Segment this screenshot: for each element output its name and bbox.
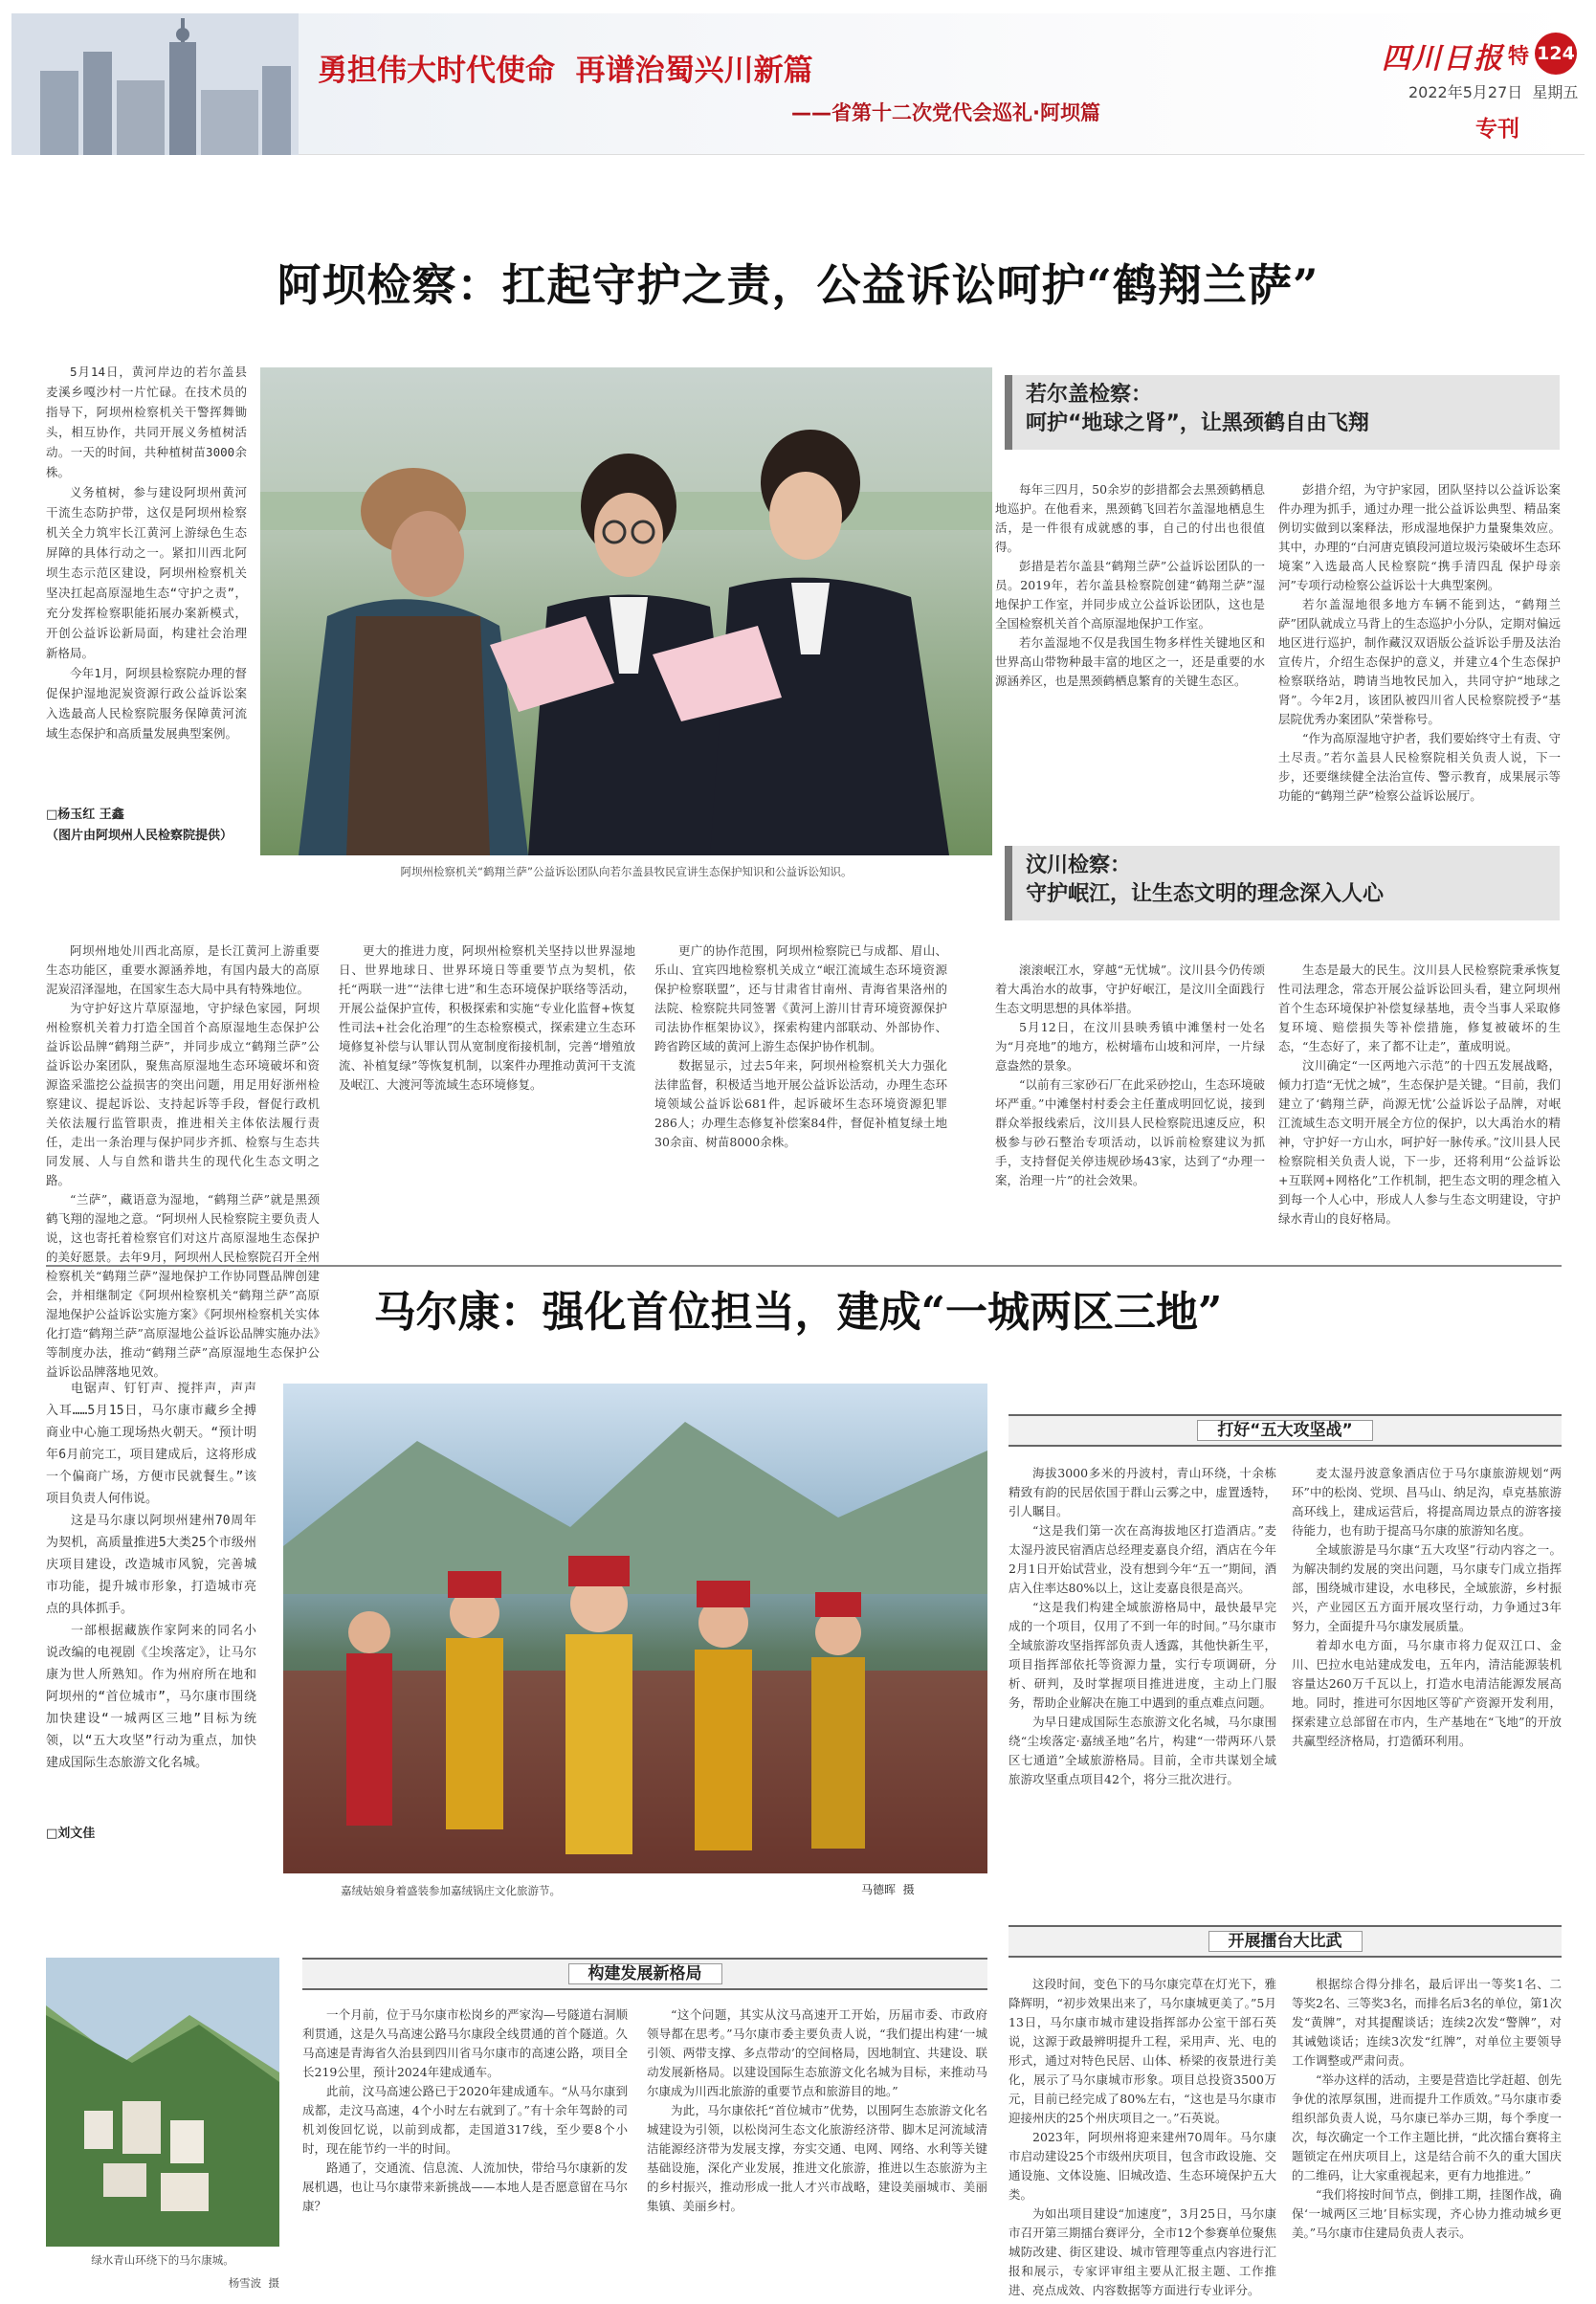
column-label: 专刊 xyxy=(1475,117,1519,142)
arena-paragraph: 2023年，阿坝州将迎来建州70周年。马尔康市启动建设25个市级州庆项目，包含市政设施、交通设施、文体设施、旧城改造、生态环境保护五大类。 xyxy=(1009,2130,1276,2202)
festival-photo-illustration xyxy=(283,1384,987,1873)
arena-paragraph: 这段时间，变色下的马尔康完草在灯光下，雅降辉明，“初步效果出来了，马尔康城更美了。”5月13日，马尔康市城市建设指挥部办公室干部石英说，这源于政最辨明提升工程，采用声、光、电的形式，通过对特色民居、山体、桥梁的夜景进行美化，展示了马尔康城市形象。项目总投资3500万元，目前已经完成了80%左右，“这也是马尔康市迎接州庆的25个州庆项目之一。”石英说。 xyxy=(1009,1977,1276,2125)
wenchuan-subheading xyxy=(1005,846,1560,920)
article1-paragraph: “兰萨”，藏语意为湿地，“鹤翔兰萨”就是黑颈鹤飞翔的湿地之意。“阿坝州人民检察院主要负责人说，这也寄托着检察官们对这片高原湿地生态保护的美好愿景。去年9月，阿坝州人民检察院召开全州检察机关“鹤翔兰萨”湿地保护工作协同暨品牌创建会，并相继制定《阿坝州检察机关“鹤翔兰萨”高原湿地保护公益诉讼实施方案》《阿坝州检察机关实体化打造“鹤翔兰萨”高原湿地公益诉讼品牌实施办法》等制度办法，推动“鹤翔兰萨”高原湿地生态保护公益诉讼品牌落地见效。 xyxy=(46,1192,320,1379)
ruoergai-title-line2: 呵护“地球之肾”，让黑颈鹤自由飞翔 xyxy=(1026,411,1369,435)
article2-headline: 马尔康：强化首位担当，建成“一城两区三地” xyxy=(373,1288,1223,1337)
lead-paragraph: 一部根据藏族作家阿来的同名小说改编的电视剧《尘埃落定》，让马尔康为世人所熟知。作为州府所在地和阿坝州的“首位城市”，马尔康市围绕加快建设“一城两区三地”目标为统领，以“五大攻坚”行动为重点，加快建成国际生态旅游文化名城。 xyxy=(46,1624,256,1770)
wenchuan-paragraph: “以前有三家砂石厂在此采砂挖山，生态环境破坏严重。”中滩堡村村委会主任董成明回忆说，接到群众举报线索后，汶川县人民检察院迅速反应，积极参与砂石整治专项活动，以诉前检察建议为抓手，支持督促关停违规砂场43家，达到了“办理一案，治理一片”的社会效果。 xyxy=(995,1077,1265,1187)
five-battles-section-bar xyxy=(1009,1414,1562,1447)
prosecutors-talking-photo xyxy=(260,367,992,855)
five-battles-title: 打好“五大攻坚战” xyxy=(1197,1420,1372,1441)
arena-col2 xyxy=(1292,1975,1562,2291)
wenchuan-paragraph: 汶川确定“一区两地六示范”的十四五发展战略，倾力打造“无忧之城”，生态保护是关键。“目前，我们建立了‘鹤翔兰萨，尚源无忧’公益诉讼子品牌，对岷江流域生态文明开展全方位的保护，以大禹治水的精神，守护好一方山水，呵护好一脉传承。”汶川县人民检察院相关负责人说，下一步，还将利用“公益诉讼+互联网+网格化”工作机制，把生态文明的理念植入到每一个人心中，形成人人参与生态文明建设，守护绿水青山的良好格局。 xyxy=(1278,1058,1561,1226)
ruoergai-paragraph: 彭措是若尔盖县“鹤翔兰萨”公益诉讼团队的一员。2019年，若尔盖县检察院创建“鹤翔兰萨”湿地保护工作室，并同步成立公益诉讼团队，这也是全国检察机关首个高原湿地保护工作室。 xyxy=(995,559,1265,631)
wenchuan-paragraph: 生态是最大的民生。汶川县人民检察院秉承恢复性司法理念，常态开展公益诉讼回头看，建立阿坝州首个生态环境保护补偿复绿基地，责令当事人采取修复环境、赔偿损失等补偿措施，修复被破坏的生态，“生态好了，来了都不让走”，董成明说。 xyxy=(1278,963,1561,1053)
ruoergai-paragraph: 每年三四月，50余岁的彭措都会去黑颈鹤栖息地巡护。在他看来，黑颈鹤飞回若尔盖湿地栖息生活，是一件很有成就感的事，自己的付出也很值得。 xyxy=(995,482,1265,554)
ruoergai-paragraph: 彭措介绍，为守护家园，团队坚持以公益诉讼案件办理为抓手，通过办理一批公益诉讼典型、精品案例切实做到以案释法，形成湿地保护力量聚集效应。其中，办理的“白河唐克镇段河道垃圾污染破坏生态环境案”入选最高人民检察院“携手清四乱 保护母亲河”专项行动检察公益诉讼十大典型案例。 xyxy=(1278,482,1561,592)
prosecutors-photo-illustration xyxy=(260,367,992,855)
wenchuan-paragraph: 滚滚岷江水，穿越“无忧城”。汶川县今仍传颂着大禹治水的故事，守护好岷江，是汶川全面践行生态文明思想的具体举措。 xyxy=(995,963,1265,1015)
arena-paragraph: “举办这样的活动，主要是营造比学赶超、创先争优的浓厚氛围，进而提升工作质效。”马尔康市委组织部负责人说，马尔康已举办三期，每个季度一次，每次确定一个工作主题比拼，“此次擂台赛将主题锁定在州庆项目上，这是结合前不久的重大国庆的二维码，让大家重视起来，更有力地推进。” xyxy=(1292,2072,1562,2182)
five-battles-col2 xyxy=(1292,1464,1562,1914)
wenchuan-title-line2: 守护岷江，让生态文明的理念深入人心 xyxy=(1026,882,1385,906)
arena-section-bar xyxy=(1009,1925,1562,1958)
lead-paragraph: 电锯声、钉钉声、搅拌声，声声入耳……5月15日，马尔康市藏乡全搏商业中心施工现场热火朝天。“预计明年6月前完工，项目建成后，这将形成一个偏商广场，方便市民就餐生。”该项目负责人何伟说。 xyxy=(46,1382,256,1506)
new-pattern-paragraph: 为此，马尔康依托“首位城市”优势，以围阿生态旅游文化名城建设为引领，以松岗河生态文化旅游经济带、脚木足河流域清洁能源经济带为发展支撑，夯实交通、电网、网络、水利等关键基础设施，深化产业发展，推进文化旅游，推进以生态旅游为主的乡村振兴，推动形成一批人才兴市战略，建设美丽城市、美丽集镇、美丽乡村。 xyxy=(647,2103,987,2213)
article1-paragraph: 更大的推进力度，阿坝州检察机关坚持以世界湿地日、世界地球日、世界环境日等重要节点为契机，依托“两联一进”“法律七进”和生态环境保护联络等活动，开展公益保护宣传，积极探索和实施“专业化监督+恢复性司法+社会化治理”的生态检察模式，探索建立生态环境修复补偿与认罪认罚从宽制度衔接机制，完善“增殖放流、补植复绿”等恢复机制，以案件办理推动黄河干支流及岷江、大渡河等流域生态环境修复。 xyxy=(339,943,635,1092)
five-battles-paragraph: “这是我们构建全域旅游格局中，最快最早完成的一个项目，仅用了不到一年的时间。”马尔康市全域旅游攻坚指挥部负责人透露，其他快新生平，项目指挥部依托等资源力量，实行专项调研，分析、研判，及时掌握项目推进进度，主动上门服务，帮助企业解决在施工中遇到的重点难点问题。 xyxy=(1009,1600,1276,1710)
new-pattern-paragraph: “这个问题，其实从汶马高速开工开始，历届市委、市政府领导都在思考。”马尔康市委主要负责人说，“我们提出构建‘一城引领、两带支撑、多点带动’的空间格局，因地制宜、共建设、联动发展新格局。以建设国际生态旅游文化名城为目标，来推动马尔康成为川西北旅游的重要节点和旅游目的地。” xyxy=(647,2007,987,2098)
lead-paragraph: 义务植树，参与建设阿坝州黄河干流生态防护带，这仅是阿坝州检察机关全力筑牢长江黄河上游绿色生态屏障的具体行动之一。紧扣川西北阿坝生态示范区建设，阿坝州检察机关坚决扛起高原湿地生态“守护之责”，充分发挥检察职能拓展办案新模式，开创公益诉讼新局面，构建社会治理新格局。 xyxy=(46,485,247,660)
ruoergai-paragraph: “作为高原湿地守护者，我们要始终守土有责、守土尽责。”若尔盖县人民检察院相关负责人说，下一步，还要继续健全法治宣传、警示教育，成果展示等功能的“鹤翔兰萨”检察公益诉讼展厅。 xyxy=(1278,731,1561,803)
ruoergai-title-line1: 若尔盖检察： xyxy=(1026,383,1153,407)
date-line: 2022年5月27日 星期五 xyxy=(1408,83,1579,101)
five-battles-col1 xyxy=(1009,1464,1276,1914)
new-pattern-paragraph: 一个月前，位于马尔康市松岗乡的严家沟—号隧道右洞顺利贯通，这是久马高速公路马尔康段全线贯通的首个隧道。久马高速是青海省久治县到四川省马尔康市的高速公路，项目全长219公里，预计2024年建成通车。 xyxy=(302,2007,628,2079)
paper-name-logo: 四川日报 xyxy=(1382,42,1504,76)
issue-number-badge xyxy=(1535,33,1577,75)
issue-number: 124 xyxy=(1537,43,1575,64)
five-battles-paragraph: 全域旅游是马尔康“五大攻坚”行动内容之一。为解决制约发展的突出问题，马尔康专门成立指挥部，围绕城市建设，水电移民，全域旅游，乡村振兴，产业园区五方面开展攻坚行动，力争通过3年努力，全面提升马尔康发展质量。 xyxy=(1292,1542,1562,1633)
ruoergai-body-col2 xyxy=(1278,480,1561,827)
slogan-line2: ——省第十二次党代会巡礼·阿坝篇 xyxy=(791,101,1100,124)
wenchuan-title-line1: 汶川检察： xyxy=(1026,853,1132,877)
ruoergai-paragraph: 若尔盖湿地很多地方车辆不能到达，“鹤翔兰萨”团队就成立马背上的生态巡护小分队，定期对偏远地区进行巡护，制作藏汉双语版公益诉讼手册及法治宣传片，介绍生态保护的意义，并建立4个生态保护检察联络站，聘请当地牧民加入，共同守护“地球之肾”。今年2月，该团队被四川省人民检察院授予“基层院优秀办案团队”荣誉称号。 xyxy=(1278,597,1561,726)
maerkang-city-photo xyxy=(46,1958,279,2247)
arena-col1 xyxy=(1009,1975,1276,2297)
masthead xyxy=(11,13,1585,155)
wenchuan-paragraph: 5月12日，在汶川县映秀镇中滩堡村一处名为“月亮地”的地方，松树墙布山坡和河岸，一片绿意盎然的景象。 xyxy=(995,1020,1265,1073)
article1-paragraph: 更广的协作范围，阿坝州检察院已与成都、眉山、乐山、宜宾四地检察机关成立“岷江流域生态环境资源保护检察联盟”，还与甘肃省甘南州、青海省果洛州的法院、检察院共同签署《黄河上游川甘青环境资源保护司法协作框架协议》，探索构建内部联动、外部协作、跨省跨区域的黄河上游生态保护协作机制。 xyxy=(654,943,947,1053)
slogan-line1: 勇担伟大时代使命 再谱治蜀兴川新篇 xyxy=(318,54,813,88)
wenchuan-body-col2 xyxy=(1278,961,1561,1255)
article2-photo-author: 马德晖 摄 xyxy=(861,1883,915,1896)
article1-body-col2 xyxy=(339,942,635,1255)
article1-photo-credit: （图片由阿坝州人民检察院提供） xyxy=(46,829,233,843)
article1-body-col1 xyxy=(46,942,320,1379)
article1-lead xyxy=(46,362,247,797)
small-photo-caption: 绿水青山环绕下的马尔康城。 xyxy=(91,2253,234,2267)
ruoergai-body-col1 xyxy=(995,480,1265,827)
ruoergai-paragraph: 若尔盖湿地不仅是我国生物多样性关键地区和世界高山带物种最丰富的地区之一，还是重要的水源涵养区，也是黑颈鹤栖息繁育的关键生态区。 xyxy=(995,635,1265,688)
city-photo-illustration xyxy=(46,1958,279,2247)
article1-paragraph: 数据显示，过去5年来，阿坝州检察机关大力强化法律监督，积极适当地开展公益诉讼活动，办理生态环境领域公益诉讼681件，起诉破坏生态环境资源犯罪286人；办理生态修复补偿案84件，督促补植复绿土地30余亩、树苗8000余株。 xyxy=(654,1058,947,1149)
five-battles-paragraph: 着却水电方面，马尔康市将力促双江口、金川、巴拉水电站建成发电，五年内，清洁能源装机容量达260万千瓦以上，打造水电清洁能源发展高地。同时，推进可尔因地区等矿产资源开发利用，探索建立总部留在市内，生产基地在“飞地”的开放共赢型经济格局，打造循环利用。 xyxy=(1292,1638,1562,1748)
ruoergai-subheading xyxy=(1005,375,1560,450)
arena-paragraph: 为如出项目建设“加速度”，3月25日，马尔康市召开第三期擂台赛评分，全市12个参赛单位聚焦城防改建、街区建设、城市管理等重点内容进行汇报和展示，专家评审组主要从汇报主题、工作推进、亮点成效、内容数据等方面进行专业评分。 xyxy=(1009,2206,1276,2297)
arena-paragraph: 根据综合得分排名，最后评出一等奖1名、二等奖2名、三等奖3名，而排名后3名的单位，第1次发“黄牌”，对其提醒谈话；连续2次发“警牌”，对其诫勉谈话；连续3次发“红牌”，对单位主要领导工作调整或严肃问责。 xyxy=(1292,1977,1562,2068)
five-battles-paragraph: 海拔3000多米的丹波村，青山环绕，十余栋精致有韵的民居依国于群山云雾之中，虚置透特，引人瞩目。 xyxy=(1009,1466,1276,1518)
wenchuan-body-col1 xyxy=(995,961,1265,1255)
section-divider xyxy=(46,1265,1562,1267)
article1-photo-caption: 阿坝州检察机关“鹤翔兰萨”公益诉讼团队向若尔盖县牧民宣讲生态保护知识和公益诉讼知识。 xyxy=(400,865,853,878)
lead-paragraph: 5月14日，黄河岸边的若尔盖县麦溪乡嘎沙村一片忙碌。在技术员的指导下，阿坝州检察机关干警挥舞锄头，相互协作，共同开展义务植树活动。一天的时间，共种植树苗3000余株。 xyxy=(46,365,247,479)
article1-headline: 阿坝检察：扛起守护之责，公益诉讼呵护“鹤翔兰萨” xyxy=(277,259,1319,311)
arena-title: 开展擂台大比武 xyxy=(1208,1931,1363,1952)
new-pattern-title: 构建发展新格局 xyxy=(568,1963,722,1984)
article1-credit: □杨玉红 王鑫 xyxy=(46,808,124,822)
new-pattern-paragraph: 路通了，交通流、信息流、人流加快，带给马尔康新的发展机遇，也让马尔康带来新挑战——本地人是否愿意留在马尔康？ xyxy=(302,2160,628,2213)
arena-paragraph: “我们将按时间节点，倒排工期，挂图作战，确保‘一城两区三地’目标实现，齐心协力推动城乡更美。”马尔康市住建局负责人表示。 xyxy=(1292,2187,1562,2240)
small-photo-author: 杨雪波 摄 xyxy=(228,2276,279,2290)
lead-paragraph: 今年1月，阿坝县检察院办理的督促保护湿地泥炭资源行政公益诉讼案入选最高人民检察院服务保障黄河流域生态保护和高质量发展典型案例。 xyxy=(46,666,247,741)
new-pattern-col1 xyxy=(302,2005,628,2291)
five-battles-paragraph: “这是我们第一次在高海拔地区打造酒店。”麦太湿丹波民宿酒店总经理麦嘉良介绍，酒店在今年2月1日开始试营业，没有想到今年“五一”期间，酒店入住率达80%以上，这让麦嘉良很是高兴。 xyxy=(1009,1523,1276,1595)
new-pattern-section-bar xyxy=(302,1958,987,1990)
article2-credit: □刘文佳 xyxy=(46,1827,96,1841)
special-label: 特 xyxy=(1508,45,1530,69)
article2-photo-caption: 嘉绒姑娘身着盛装参加嘉绒锅庄文化旅游节。 xyxy=(341,1884,561,1897)
new-pattern-paragraph: 此前，汶马高速公路已于2020年建成通车。“从马尔康到成都，走汶马高速，4个小时左右就到了。”有十余年驾龄的司机刘俊回忆说，以前到成都，走国道317线，至少要8个小时，现在能节约一半的时间。 xyxy=(302,2084,628,2156)
article1-paragraph: 为守护好这片草原湿地，守护绿色家园，阿坝州检察机关着力打造全国首个高原湿地生态保护公益诉讼品牌“鹤翔兰萨”，并同步成立“鹤翔兰萨”公益诉讼办案团队，聚焦高原湿地生态环境破坏和资源盗采滥挖公益损害的突出问题，用足用好浙州检察建议、提起诉讼、支持起诉等手段，督促行政机关依法履行监管职责，推进相关主体依法履行责任，走出一条治理与保护同步齐抓、检察与生态共同发展、人与自然和谐共生的现代化生态文明之路。 xyxy=(46,1001,320,1187)
lead-paragraph: 这是马尔康以阿坝州建州70周年为契机，高质量推进5大类25个市级州庆项目建设，改造城市风貌，完善城市功能，提升城市形象，打造城市亮点的具体抓手。 xyxy=(46,1514,256,1616)
article1-body-col3 xyxy=(654,942,947,1255)
new-pattern-col2 xyxy=(647,2005,987,2291)
five-battles-paragraph: 麦太湿丹波意象酒店位于马尔康旅游规划“两环”中的松岗、党坝、昌马山、纳足沟，卓克基旅游高环线上，建成运营后，将提高周边景点的游客接待能力，也有助于提高马尔康的旅游知名度。 xyxy=(1292,1466,1562,1538)
five-battles-paragraph: 为早日建成国际生态旅游文化名城，马尔康围绕“尘埃落定·嘉绒圣地”名片，构建“一带两环八景区七通道”全域旅游格局。目前，全市共谋划全域旅游攻坚重点项目42个，将分三批次进行。 xyxy=(1009,1715,1276,1786)
city-skyline-illustration xyxy=(11,13,299,155)
festival-dancers-photo xyxy=(283,1384,987,1873)
article2-lead xyxy=(46,1378,256,1780)
article1-paragraph: 阿坝州地处川西北高原，是长江黄河上游重要生态功能区，重要水源涵养地，有国内最大的高原泥炭沼泽湿地，在国家生态大局中具有特殊地位。 xyxy=(46,943,320,996)
